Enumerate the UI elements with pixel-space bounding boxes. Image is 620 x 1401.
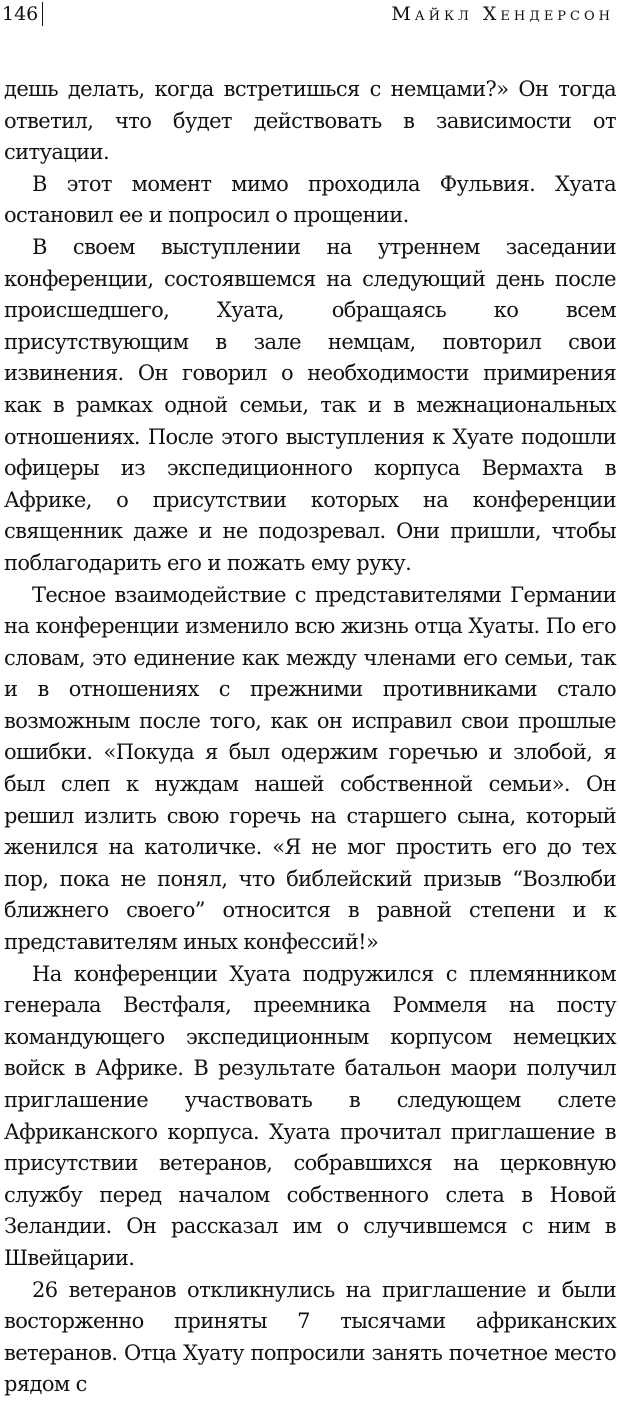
paragraph: дешь делать, когда встретишься с немцами?» Он тогда ответил, что будет действовать в зависимости от ситуации. xyxy=(4,77,616,165)
body-text xyxy=(4,74,616,1401)
running-head xyxy=(2,2,614,34)
paragraph: В этот момент мимо проходила Фульвия. Хуата остановил ее и попросил о прощении. xyxy=(4,171,616,228)
paragraph: В своем выступлении на утреннем заседании конференции, состоявшемся на следующий день после происшедшего, Хуата, обращаясь ко всем присутствующим в зале немцам, повторил свои извинения. Он говорил о необходимости примирения как в рамках одной семьи, так и в межнациональных отношениях. После этого выступления к Хуате подошли офицеры из экспедиционного корпуса Вермахта в Африке, о присутствии которых на конференции священник даже и не подозревал. Они пришли, чтобы поблагодарить его и пожать ему руку. xyxy=(4,234,616,575)
paragraph: На конференции Хуата подружился с племянником генерала Вестфаля, преемника Роммеля на посту командующего экспедиционным корпусом немецких войск в Африке. В результате батальон маори получил приглашение участвовать в следующем слете Африканского корпуса. Хуата прочитал приглашение в присутствии ветеранов, собравшихся на церковную службу перед началом собственного слета в Новой Зеландии. Он рассказал им о случившемся с ним в Швейцарии. xyxy=(4,961,616,1270)
book-author: Майкл Хендерсон xyxy=(391,3,614,25)
paragraph: 26 ветеранов откликнулись на приглашение и были восторженно приняты 7 тысячами африканских ветеранов. Отца Хуату попросили занять почетное место рядом с xyxy=(4,1277,616,1397)
paragraph: Тесное взаимодействие с представителями Германии на конференции изменило всю жизнь отца Хуаты. По его словам, это единение как между членами его семьи, так и в отношениях с прежними противниками стало возможным после того, как он исправил свои прошлые ошибки. «Покуда я был одержим горечью и злобой, я был слеп к нуждам нашей собственной семьи». Он решил излить свою горечь на старшего сына, который женился на католичке. «Я не мог простить его до тех пор, пока не понял, что библейский призыв “Возлюби ближнего своего” относится в равной степени и к представителям иных конфессий!» xyxy=(4,582,616,955)
page-number: 146 xyxy=(2,2,43,26)
